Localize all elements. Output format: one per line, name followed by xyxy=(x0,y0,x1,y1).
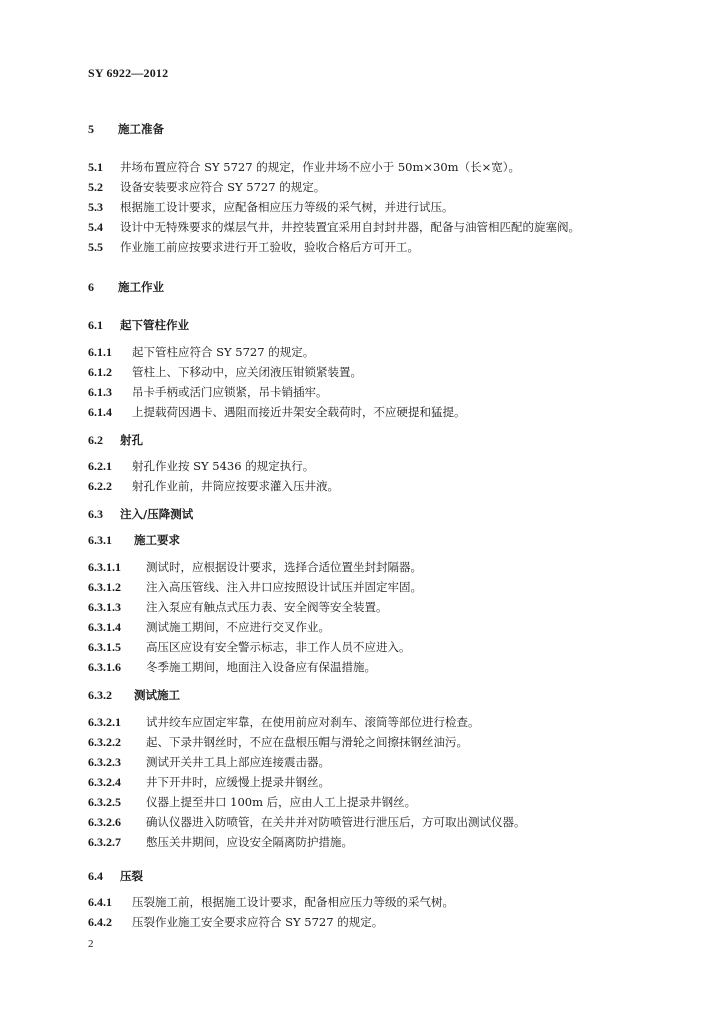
clause-6-3-1-1 xyxy=(88,560,648,574)
subsection-number: 6.3.2 xyxy=(88,688,112,702)
subsection-title: 压裂 xyxy=(120,869,143,883)
clause-text: 吊卡手柄或活门应锁紧，吊卡销插牢。 xyxy=(132,385,328,399)
clause-number: 6.3.2.7 xyxy=(88,835,121,849)
document-body xyxy=(88,122,648,929)
clause-6-3-2-6 xyxy=(88,815,648,829)
clause-text: 注入泵应有触点式压力表、安全阀等安全装置。 xyxy=(146,600,388,614)
clause-6-3-1-6 xyxy=(88,660,648,674)
clause-text: 设备安装要求应符合 SY 5727 的规定。 xyxy=(120,180,326,194)
clause-text: 井下开井时，应缓慢上提录井钢丝。 xyxy=(146,775,330,789)
clause-number: 6.1.3 xyxy=(88,385,112,399)
subsection-6-4-heading xyxy=(88,869,648,883)
subsection-number: 6.3 xyxy=(88,507,103,521)
subsection-number: 6.4 xyxy=(88,869,103,883)
subsection-6-3-heading xyxy=(88,507,648,521)
clause-6-3-2-2 xyxy=(88,735,648,749)
clause-text: 高压区应设有安全警示标志，非工作人员不应进入。 xyxy=(146,640,411,654)
clause-text: 井场布置应符合 SY 5727 的规定，作业井场不应小于 50m×30m（长×宽）。 xyxy=(120,160,520,174)
clause-6-3-2-5 xyxy=(88,795,648,809)
clause-number: 6.3.2.3 xyxy=(88,755,121,769)
subsection-6-1-heading xyxy=(88,318,648,332)
clause-text: 确认仪器进入防喷管，在关井并对防喷管进行泄压后，方可取出测试仪器。 xyxy=(146,815,526,829)
clause-6-3-2-1 xyxy=(88,715,648,729)
clause-number: 5.1 xyxy=(88,160,103,174)
section-title: 施工作业 xyxy=(118,280,164,294)
clause-6-3-2-3 xyxy=(88,755,648,769)
clause-number: 6.1.2 xyxy=(88,365,112,379)
clause-6-3-1-5 xyxy=(88,640,648,654)
clause-number: 6.3.2.1 xyxy=(88,715,121,729)
clause-5-2 xyxy=(88,180,648,194)
clause-6-3-2-7 xyxy=(88,835,648,849)
clause-text: 根据施工设计要求，应配备相应压力等级的采气树，并进行试压。 xyxy=(120,200,454,214)
subsection-number: 6.3.1 xyxy=(88,533,112,547)
subsection-title: 测试施工 xyxy=(134,688,180,702)
clause-number: 6.3.2.6 xyxy=(88,815,121,829)
clause-6-3-2-4 xyxy=(88,775,648,789)
subsection-number: 6.2 xyxy=(88,433,103,447)
clause-text: 起下管柱应符合 SY 5727 的规定。 xyxy=(132,345,315,359)
clause-6-1-1 xyxy=(88,345,648,359)
clause-6-3-1-2 xyxy=(88,580,648,594)
clause-number: 6.3.1.6 xyxy=(88,660,121,674)
clause-6-2-2 xyxy=(88,479,648,493)
subsection-6-3-2-heading xyxy=(88,688,648,702)
clause-text: 管柱上、下移动中，应关闭液压钳锁紧装置。 xyxy=(132,365,362,379)
section-number: 6 xyxy=(88,280,94,294)
clause-6-1-4 xyxy=(88,405,648,419)
clause-6-3-1-3 xyxy=(88,600,648,614)
clause-text: 测试施工期间，不应进行交叉作业。 xyxy=(146,620,330,634)
clause-5-3 xyxy=(88,200,648,214)
page-number: 2 xyxy=(88,938,94,950)
clause-5-4 xyxy=(88,220,648,234)
clause-number: 6.3.1.2 xyxy=(88,580,121,594)
clause-number: 6.4.2 xyxy=(88,915,112,929)
clause-6-1-2 xyxy=(88,365,648,379)
clause-6-2-1 xyxy=(88,459,648,473)
clause-text: 起、下录井钢丝时，不应在盘根压帽与滑轮之间擦抹钢丝油污。 xyxy=(146,735,468,749)
clause-text: 作业施工前应按要求进行开工验收，验收合格后方可开工。 xyxy=(120,240,419,254)
clause-6-4-1 xyxy=(88,895,648,909)
clause-text: 仪器上提至井口 100m 后，应由人工上提录井钢丝。 xyxy=(146,795,417,809)
subsection-title: 起下管柱作业 xyxy=(120,318,189,332)
section-5-heading xyxy=(88,122,648,136)
clause-number: 6.3.2.4 xyxy=(88,775,121,789)
subsection-6-2-heading xyxy=(88,433,648,447)
clause-number: 6.2.1 xyxy=(88,459,112,473)
clause-5-5 xyxy=(88,240,648,254)
clause-number: 6.3.1.4 xyxy=(88,620,121,634)
clause-text: 憋压关井期间，应设安全隔离防护措施。 xyxy=(146,835,353,849)
clause-text: 设计中无特殊要求的煤层气井，井控装置宜采用自封封井器，配备与油管相匹配的旋塞阀。 xyxy=(120,220,580,234)
clause-number: 5.5 xyxy=(88,240,103,254)
subsection-title: 射孔 xyxy=(120,433,143,447)
clause-text: 射孔作业按 SY 5436 的规定执行。 xyxy=(132,459,315,473)
clause-6-3-1-4 xyxy=(88,620,648,634)
clause-number: 6.3.1.5 xyxy=(88,640,121,654)
clause-6-4-2 xyxy=(88,915,648,929)
subsection-number: 6.1 xyxy=(88,318,103,332)
section-number: 5 xyxy=(88,122,94,136)
clause-number: 6.1.1 xyxy=(88,345,112,359)
clause-6-1-3 xyxy=(88,385,648,399)
clause-text: 冬季施工期间，地面注入设备应有保温措施。 xyxy=(146,660,376,674)
clause-number: 6.3.2.5 xyxy=(88,795,121,809)
clause-text: 上提载荷因遇卡、遇阻而接近井架安全载荷时，不应硬提和猛提。 xyxy=(132,405,466,419)
clause-text: 压裂作业施工安全要求应符合 SY 5727 的规定。 xyxy=(132,915,384,929)
clause-number: 6.4.1 xyxy=(88,895,112,909)
clause-number: 6.3.2.2 xyxy=(88,735,121,749)
subsection-title: 注入/压降测试 xyxy=(120,507,194,521)
clause-number: 5.4 xyxy=(88,220,103,234)
clause-number: 5.3 xyxy=(88,200,103,214)
clause-text: 压裂施工前，根据施工设计要求，配备相应压力等级的采气树。 xyxy=(132,895,454,909)
clause-number: 6.1.4 xyxy=(88,405,112,419)
subsection-title: 施工要求 xyxy=(134,533,180,547)
clause-number: 6.2.2 xyxy=(88,479,112,493)
standard-code-header: SY 6922—2012 xyxy=(88,66,169,80)
clause-text: 试井绞车应固定牢靠，在使用前应对刹车、滚筒等部位进行检查。 xyxy=(146,715,480,729)
section-title: 施工准备 xyxy=(118,122,164,136)
clause-number: 6.3.1.1 xyxy=(88,560,121,574)
clause-text: 测试开关井工具上部应连接震击器。 xyxy=(146,755,330,769)
clause-text: 射孔作业前，井筒应按要求灌入压井液。 xyxy=(132,479,339,493)
clause-number: 5.2 xyxy=(88,180,103,194)
clause-text: 注入高压管线、注入井口应按照设计试压并固定牢固。 xyxy=(146,580,422,594)
section-6-heading xyxy=(88,280,648,294)
clause-number: 6.3.1.3 xyxy=(88,600,121,614)
clause-text: 测试时，应根据设计要求，选择合适位置坐封封隔器。 xyxy=(146,560,422,574)
subsection-6-3-1-heading xyxy=(88,533,648,547)
clause-5-1 xyxy=(88,160,648,174)
